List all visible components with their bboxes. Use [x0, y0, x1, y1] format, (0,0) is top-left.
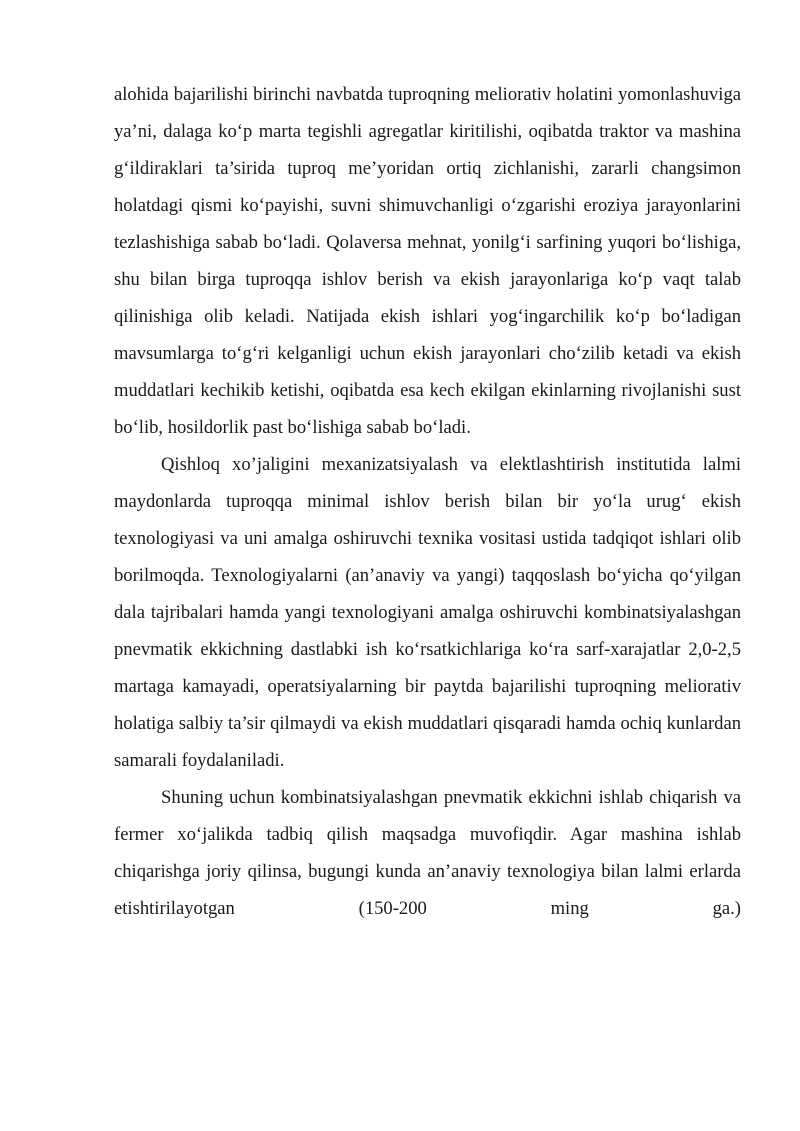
paragraph-conclusion: Shuning uchun kombinatsiyalashgan pnevmatik ekkichni ishlab chiqarish va fermer xo‘jalikda tadbiq qilish maqsadga muvofiqdir. Agar mashina ishlab chiqarishga joriy qilinsa, bugungi kunda an’anaviy texnologiya bilan lalmi erlarda etishtirilayotgan (150-200 ming ga.) — [114, 787, 741, 919]
paragraph-institute-research: Qishloq xo’jaligini mexanizatsiyalash va elektlashtirish institutida lalmi maydonlarda tuproqqa minimal ishlov berish bilan bir yo‘la urug‘ ekish texnologiyasi va uni amalga oshiruvchi texnika vositasi ustida tadqiqot ishlari olib borilmoqda. Texnologiyalarni (an’anaviy va yangi) taqqoslash bo‘yicha qo‘yilgan dala tajribalari hamda yangi texnologiyani amalga oshiruvchi kombinatsiyalashgan pnevmatik ekkichning dastlabki ish ko‘rsatkichlariga ko‘ra sarf-xarajatlar 2,0-2,5 martaga kamayadi, operatsiyalarning bir paytda bajarilishi tuproqning meliorativ holatiga salbiy ta’sir qilmaydi va ekish muddatlari qisqaradi hamda ochiq kunlardan samarali foydalaniladi. — [114, 454, 741, 771]
document-page — [114, 76, 741, 927]
paragraph-continuation: alohida bajarilishi birinchi navbatda tuproqning meliorativ holatini yomonlashuviga ya’ni, dalaga ko‘p marta tegishli agregatlar kiritilishi, oqibatda traktor va mashina g‘ildiraklari ta’sirida tuproq me’yoridan ortiq zichlanishi, zararli changsimon holatdagi qismi ko‘payishi, suvni shimuvchanligi o‘zgarishi eroziya jarayonlarini tezlashishiga sabab bo‘ladi. Qolaversa mehnat, yonilg‘i sarfining yuqori bo‘lishiga, shu bilan birga tuproqqa ishlov berish va ekish jarayonlariga ko‘p vaqt talab qilinishiga olib keladi. Natijada ekish ishlari yog‘ingarchilik ko‘p bo‘ladigan mavsumlarga to‘g‘ri kelganligi uchun ekish jarayonlari cho‘zilib ketadi va ekish muddatlari kechikib ketishi, oqibatda esa kech ekilgan ekinlarning rivojlanishi sust bo‘lib, hosildorlik past bo‘lishiga sabab bo‘ladi. — [114, 84, 741, 438]
